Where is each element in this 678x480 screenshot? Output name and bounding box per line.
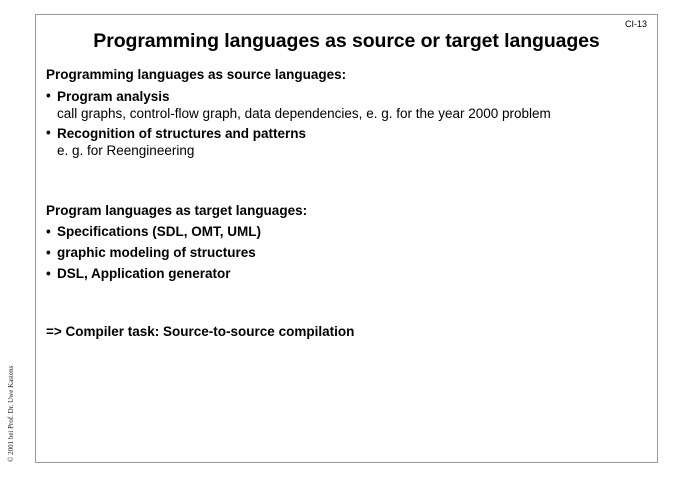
copyright-text: © 2001 bei Prof. Dr. Uwe Kastens [7,365,15,462]
list-item [46,266,261,282]
bullet-icon: • [46,88,51,103]
source-section-heading: Programming languages as source languages: [46,67,347,82]
target-section-heading: Program languages as target languages: [46,203,308,218]
bullet-icon: • [46,245,51,260]
slide-id: CI-13 [624,19,647,29]
item-detail: e. g. for Reengineering [57,143,195,158]
slide-frame [35,14,658,463]
list-item [46,224,261,240]
conclusion-text: => Compiler task: Source-to-source compilation [46,324,355,339]
list-item [46,125,551,159]
slide-title: Programming languages as source or target languages [93,30,600,52]
item-detail: call graphs, control-flow graph, data dependencies, e. g. for the year 2000 problem [57,106,551,121]
target-list [46,224,261,287]
item-title: Program analysis [57,89,170,104]
bullet-icon: • [46,224,51,239]
bullet-icon: • [46,125,51,140]
source-list [46,88,551,162]
item-title: Specifications (SDL, OMT, UML) [57,224,262,239]
list-item [46,88,551,122]
bullet-icon: • [46,266,51,281]
list-item [46,245,261,261]
item-title: DSL, Application generator [57,266,231,281]
item-title: graphic modeling of structures [57,245,256,260]
item-title: Recognition of structures and patterns [57,126,307,141]
